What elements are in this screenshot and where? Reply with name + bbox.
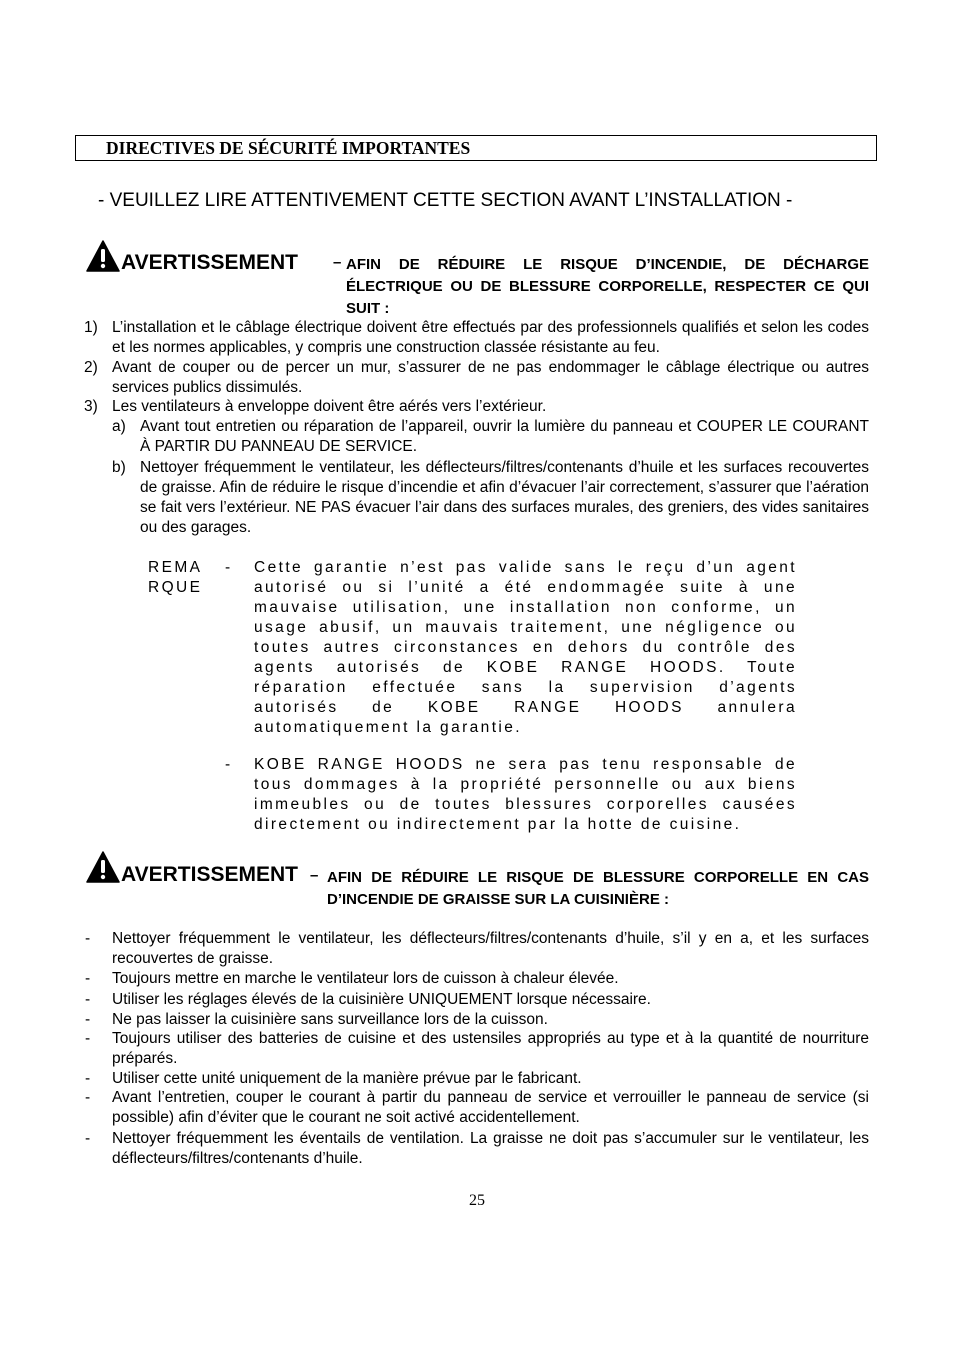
section-header-box <box>75 135 877 161</box>
remark-dash: - <box>225 559 231 576</box>
warning-word: AVERTISSEMENT <box>121 863 298 886</box>
bullet-item: Toujours utiliser des batteries de cuisine et des ustensiles appropriés au type et à la quantité de nourriture préparés. <box>112 1030 869 1067</box>
warning-text: AFIN DE RÉDUIRE LE RISQUE DE BLESSURE CORPORELLE EN CAS D’INCENDIE DE GRAISSE SUR LA CUISINIÈRE : <box>327 869 869 908</box>
bullet-marker: - <box>85 1130 91 1147</box>
bullet-item: Utiliser les réglages élevés de la cuisinière UNIQUEMENT lorsque nécessaire. <box>112 991 651 1008</box>
warning-triangle-icon <box>86 240 120 272</box>
list-subitem: Nettoyer fréquemment le ventilateur, les déflecteurs/filtres/contenants d’huile et les surfaces recouvertes de graisse. Afin de réduire le risque d’incendie et afin d’évacuer l’air correctement, s’assurer que l’aération se fait vers l’extérieur. NE PAS évacuer l’air dans des surfaces murales, des greniers, des vides sanitaires ou des garages. <box>140 459 869 536</box>
subitem-letter: b) <box>112 459 126 476</box>
item-number: 3) <box>84 398 98 415</box>
section-title: DIRECTIVES DE SÉCURITÉ IMPORTANTES <box>106 138 471 158</box>
bullet-marker: - <box>85 930 91 947</box>
remark-label: REMA RQUE <box>148 559 203 596</box>
bullet-item: Nettoyer fréquemment le ventilateur, les déflecteurs/filtres/contenants d’huile, s’il y en a, et les surfaces recouvertes de graisse. <box>112 930 869 967</box>
page-number: 25 <box>469 1192 485 1209</box>
bullet-marker: - <box>85 991 91 1008</box>
bullet-marker: - <box>85 1089 91 1106</box>
bullet-marker: - <box>85 1070 91 1087</box>
item-number: 2) <box>84 359 98 376</box>
item-number: 1) <box>84 319 98 336</box>
read-notice: - VEUILLEZ LIRE ATTENTIVEMENT CETTE SECTION AVANT L’INSTALLATION - <box>98 190 793 211</box>
bullet-item: Nettoyer fréquemment les éventails de ventilation. La graisse ne doit pas s’accumuler sur le ventilateur, les déflecteurs/filtres/contenants d’huile. <box>112 1130 869 1167</box>
list-item: Avant de couper ou de percer un mur, s’assurer de ne pas endommager le câblage électrique ou autres services publics dissimulés. <box>112 359 869 396</box>
warning-text: AFIN DE RÉDUIRE LE RISQUE D’INCENDIE, DE DÉCHARGE ÉLECTRIQUE OU DE BLESSURE CORPORELLE, RESPECTER CE QUI SUIT : <box>346 256 869 317</box>
subitem-letter: a) <box>112 418 126 435</box>
bullet-item: Toujours mettre en marche le ventilateur lors de cuisson à chaleur élevée. <box>112 970 619 987</box>
warning-dash: – <box>333 254 342 271</box>
remark-paragraph: Cette garantie n’est pas valide sans le reçu d’un agent autorisé ou si l’unité a été endommagée suite à une mauvaise utilisation, une installation non conforme, un usage abusif, un mauvais traitement, une négligence ou toutes autres circonstances en dehors du contrôle des agents autorisés de KOBE RANGE HOODS. Toute réparation effectuée sans la supervision d’agents autorisés de KOBE RANGE HOODS annulera automatiquement la garantie. <box>254 559 797 736</box>
remark-dash: - <box>225 756 231 773</box>
list-item: Les ventilateurs à enveloppe doivent être aérés vers l’extérieur. <box>112 398 547 415</box>
bullet-item: Utiliser cette unité uniquement de la manière prévue par le fabricant. <box>112 1070 582 1087</box>
bullet-marker: - <box>85 1011 91 1028</box>
bullet-marker: - <box>85 1030 91 1047</box>
warning-triangle-icon <box>86 851 120 883</box>
bullet-item: Avant l’entretien, couper le courant à partir du panneau de service et verrouiller le panneau de service (si possible) afin d’éviter que le courant ne soit activé accidentellement. <box>112 1089 869 1126</box>
remark-paragraph: KOBE RANGE HOODS ne sera pas tenu responsable de tous dommages à la propriété personnelle ou aux biens immeubles ou de toutes blessures corporelles causées directement ou indirectement par la hotte de cuisine. <box>254 756 797 833</box>
bullet-item: Ne pas laisser la cuisinière sans surveillance lors de la cuisson. <box>112 1011 548 1028</box>
warning-dash: – <box>310 867 319 884</box>
bullet-marker: - <box>85 970 91 987</box>
list-item: L’installation et le câblage électrique doivent être effectués par des professionnels qualifiés et selon les codes et les normes applicables, y compris une construction classée résistante au feu. <box>112 319 869 356</box>
warning-word: AVERTISSEMENT <box>121 251 298 274</box>
list-subitem: Avant tout entretien ou réparation de l’appareil, ouvrir la lumière du panneau et COUPER LE COURANT À PARTIR DU PANNEAU DE SERVICE. <box>140 418 869 455</box>
